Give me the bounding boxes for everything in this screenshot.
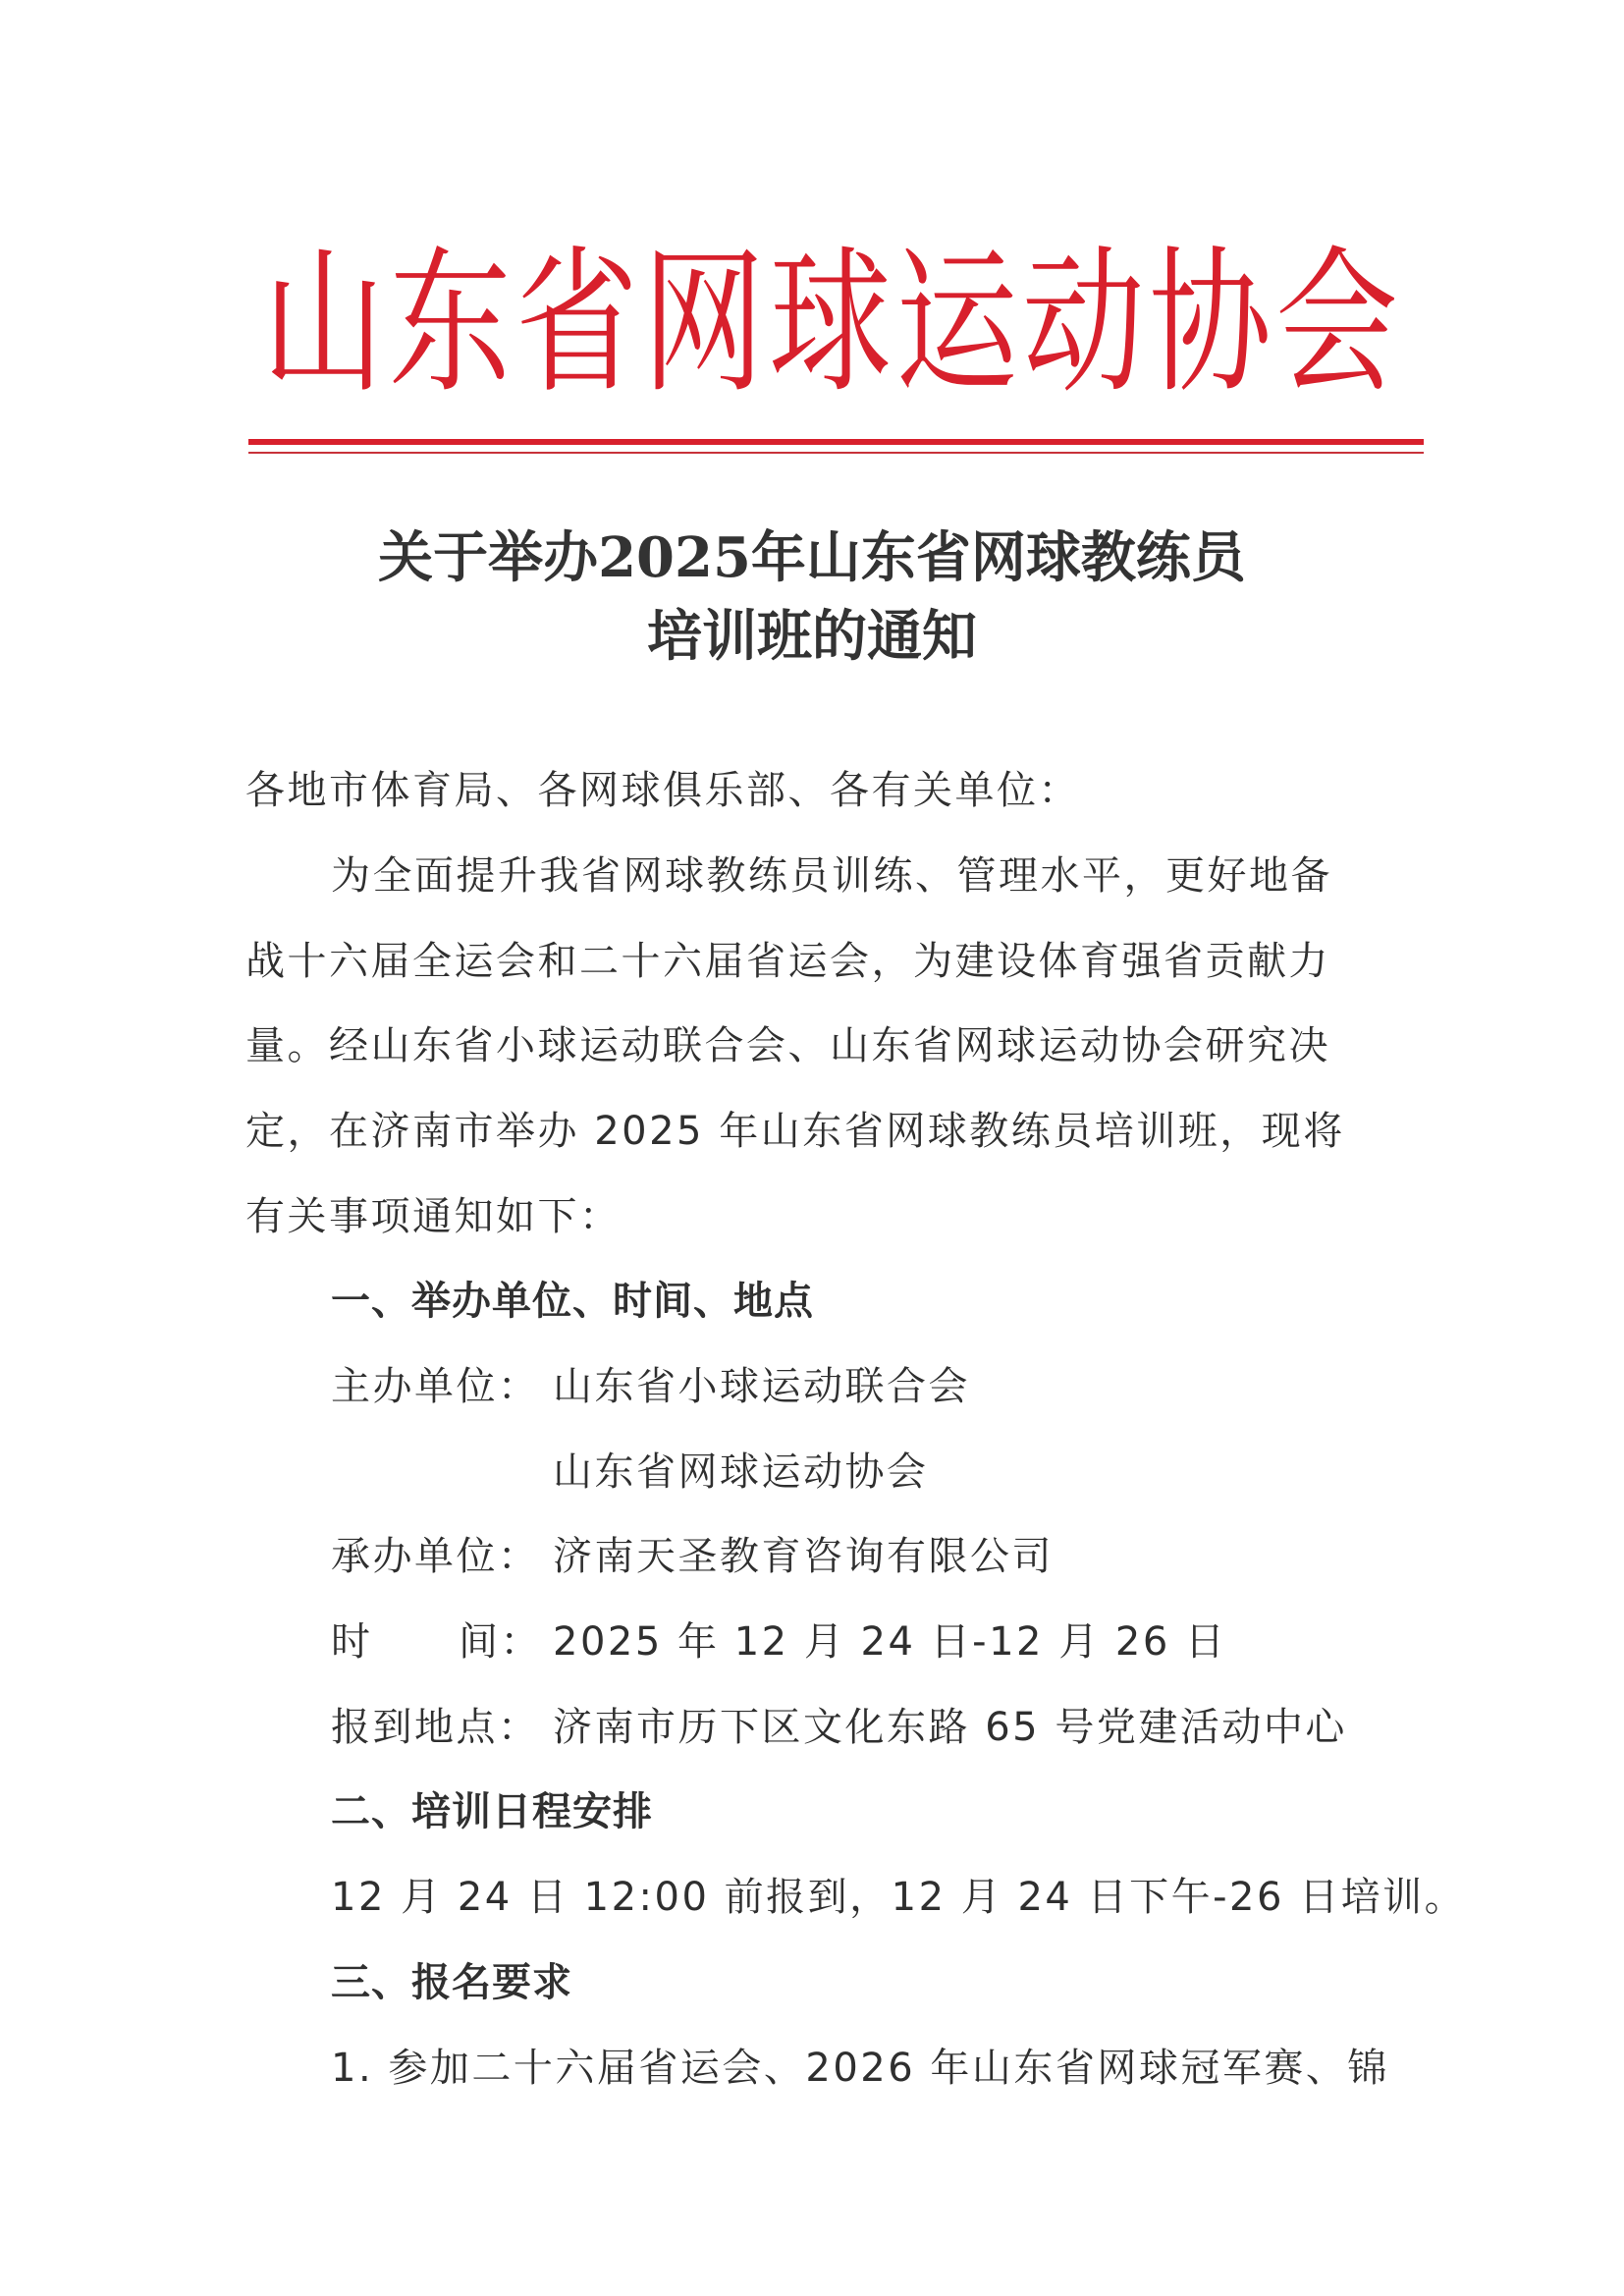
- section-heading-2: 二、培训日程安排: [331, 1789, 653, 1834]
- schedule-text: 12 月 24 日 12:00 前报到，12 月 24 日下午-26 日培训。: [331, 1875, 1467, 1920]
- field-value: 2025 年 12 月 24 日-12 月 26 日: [553, 1619, 1227, 1665]
- requirement-item-1: 1. 参加二十六届省运会、2026 年山东省网球冠军赛、锦: [331, 2046, 1389, 2091]
- letterhead-char: 协: [1149, 231, 1272, 414]
- letterhead-char: 动: [1022, 231, 1145, 414]
- field-value: 济南市历下区文化东路 65 号党建活动中心: [553, 1705, 1347, 1750]
- field-host: [331, 1527, 1054, 1586]
- field-organizer: [331, 1357, 970, 1416]
- field-label: [331, 1613, 542, 1671]
- field-organizer-2: [331, 1443, 929, 1502]
- letterhead-char: 省: [515, 231, 638, 414]
- intro-line: 有关事项通知如下：: [245, 1194, 622, 1239]
- letterhead-char: 运: [895, 231, 1018, 414]
- field-label: 报到地点：: [331, 1705, 540, 1750]
- letterhead-char: 网: [642, 231, 765, 414]
- letterhead-char: 山: [262, 231, 385, 414]
- document-title-line-2: 培训班的通知: [647, 604, 977, 669]
- intro-line: 定，在济南市举办 2025 年山东省网球教练员培训班，现将: [245, 1109, 1345, 1154]
- intro-line: 量。经山东省小球运动联合会、山东省网球运动协会研究决: [245, 1023, 1330, 1068]
- letterhead-organization-name: [248, 231, 1398, 414]
- letterhead-rule-thick: [248, 439, 1424, 445]
- field-label-part: 间：: [459, 1619, 542, 1665]
- field-label: 主办单位：: [331, 1364, 540, 1409]
- letterhead-char: 球: [769, 231, 892, 414]
- field-label: 承办单位：: [331, 1534, 540, 1579]
- field-time: [331, 1613, 1227, 1671]
- document-title-line-1: 关于举办2025年山东省网球教练员: [378, 525, 1246, 590]
- section-heading-3: 三、报名要求: [331, 1960, 572, 2005]
- intro-line: 战十六届全运会和二十六届省运会，为建设体育强省贡献力: [245, 939, 1330, 984]
- letterhead-char: 会: [1275, 231, 1398, 414]
- field-value: 山东省网球运动协会: [553, 1449, 929, 1495]
- field-value: 山东省小球运动联合会: [553, 1364, 970, 1409]
- intro-line: 为全面提升我省网球教练员训练、管理水平，更好地备: [331, 853, 1332, 899]
- field-location: [331, 1698, 1347, 1757]
- salutation: 各地市体育局、各网球俱乐部、各有关单位：: [245, 768, 1080, 813]
- letterhead-char: 东: [389, 231, 512, 414]
- field-value: 济南天圣教育咨询有限公司: [553, 1534, 1054, 1579]
- section-heading-1: 一、举办单位、时间、地点: [331, 1279, 814, 1324]
- field-label-part: 时: [331, 1619, 373, 1665]
- letterhead-rule-thin: [248, 452, 1424, 454]
